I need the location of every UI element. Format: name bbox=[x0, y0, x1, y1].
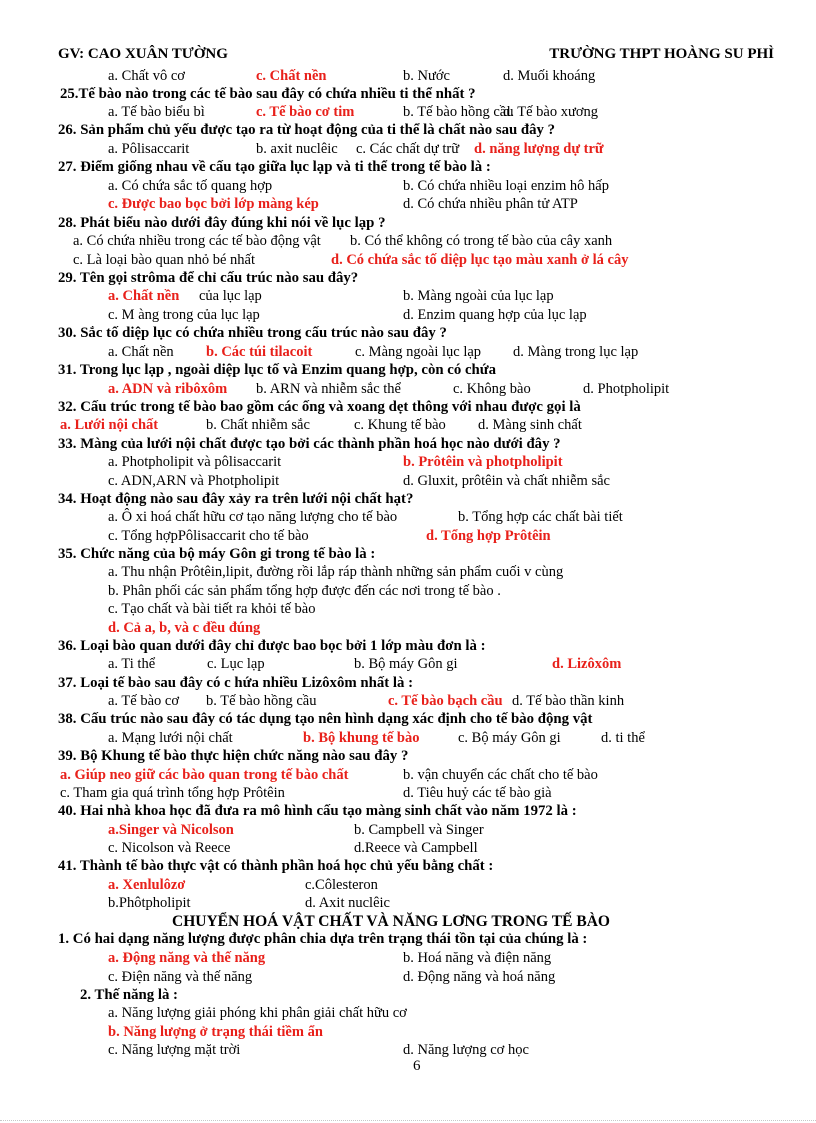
answer-option: c. Tạo chất và bài tiết ra khỏi tế bào bbox=[108, 601, 316, 617]
correct-answer: d. Cả a, b, và c đều đúng bbox=[108, 620, 261, 636]
question-text: 36. Loại bào quan dưới đây chỉ được bao bọc bởi 1 lớp màu đơn là : bbox=[58, 638, 486, 654]
answer-option: d. ti thể bbox=[601, 730, 645, 746]
correct-answer: d. Có chứa sắc tố diệp lục tạo màu xanh ở lá cây bbox=[331, 252, 629, 268]
correct-answer: b. Prôtêin và photpholipit bbox=[403, 454, 563, 470]
answer-option: d. Động năng và hoá năng bbox=[403, 969, 556, 985]
correct-answer: a. Xenlulôzơ bbox=[108, 877, 186, 893]
answer-option: b. Nước bbox=[403, 68, 450, 84]
answer-option: a. Pôlisaccarit bbox=[108, 141, 190, 157]
answer-option: d. Muối khoáng bbox=[503, 68, 596, 84]
answer-option: d.Reece và Campbell bbox=[354, 840, 478, 856]
answer-option: c. Nicolson và Reece bbox=[108, 840, 231, 856]
answer-option: c. Bộ máy Gôn gi bbox=[458, 730, 561, 746]
answer-option: c. Điện năng và thế năng bbox=[108, 969, 253, 985]
school-name: TRƯỜNG THPT HOÀNG SU PHÌ bbox=[549, 46, 774, 62]
teacher-name: GV: CAO XUÂN TƯỜNG bbox=[58, 46, 228, 62]
answer-option: b. Có thể không có trong tế bào của cây xanh bbox=[350, 233, 613, 249]
correct-answer: a. Động năng và thế năng bbox=[108, 950, 266, 966]
answer-option: d. Tế bào xương bbox=[503, 104, 598, 120]
answer-option: c. Tổng hợpPôlisaccarit cho tế bào bbox=[108, 528, 309, 544]
answer-option: a. Photpholipit và pôlisaccarit bbox=[108, 454, 282, 470]
question-text: 29. Tên gọi strôma để chỉ cấu trúc nào sau đây? bbox=[58, 270, 359, 286]
answer-option: d. Tế bào thần kinh bbox=[512, 693, 625, 709]
answer-option: b. vận chuyển các chất cho tế bào bbox=[403, 767, 598, 783]
answer-option: d. Axit nuclêic bbox=[305, 895, 390, 911]
answer-option: b. Campbell và Singer bbox=[354, 822, 484, 838]
correct-answer: a. Chất nền bbox=[108, 288, 180, 304]
answer-option: b. Có chứa nhiều loại enzim hô hấp bbox=[403, 178, 609, 194]
answer-option: a. Thu nhận Prôtêin,lipit, đường rồi lắp ráp thành những sản phẩm cuối v cùng bbox=[108, 564, 564, 580]
answer-option: b. Tổng hợp các chất bài tiết bbox=[458, 509, 623, 525]
question-text: 40. Hai nhà khoa học đã đưa ra mô hình cấu tạo màng sinh chất vào năm 1972 là : bbox=[58, 803, 577, 819]
answer-option: a. Chất nền bbox=[108, 344, 174, 360]
correct-answer: b. Các túi tilacoit bbox=[206, 344, 313, 360]
answer-option: c. Màng ngoài lục lạp bbox=[355, 344, 482, 360]
question-text: 28. Phát biểu nào dưới đây đúng khi nói về lục lạp ? bbox=[58, 215, 386, 231]
correct-answer: a. Giúp neo giữ các bào quan trong tế bào chất bbox=[60, 767, 349, 783]
correct-answer: c. Được bao bọc bởi lớp màng kép bbox=[108, 196, 319, 212]
answer-option: b. Màng ngoài của lục lạp bbox=[403, 288, 554, 304]
answer-option: b. Chất nhiễm sắc bbox=[206, 417, 310, 433]
answer-option: c. Các chất dự trữ bbox=[356, 141, 460, 157]
answer-option: b. Bộ máy Gôn gi bbox=[354, 656, 458, 672]
answer-option: c. Không bào bbox=[453, 381, 531, 397]
answer-option: a. Mạng lưới nội chất bbox=[108, 730, 233, 746]
question-text: 27. Điểm giống nhau về cấu tạo giữa lục lạp và ti thể trong tế bào là : bbox=[58, 159, 491, 175]
correct-answer: c. Tế bào cơ tim bbox=[256, 104, 355, 120]
answer-option: a. Có chứa sắc tố quang hợp bbox=[108, 178, 273, 194]
answer-option: b. axit nuclêic bbox=[256, 141, 338, 157]
answer-option: c. M àng trong của lục lạp bbox=[108, 307, 260, 323]
question-text: 2. Thế năng là : bbox=[80, 987, 178, 1003]
page-number: 6 bbox=[413, 1058, 421, 1074]
answer-option: b. ARN và nhiễm sắc thể bbox=[256, 381, 401, 397]
question-text: 1. Có hai dạng năng lượng được phân chia dựa trên trạng thái tồn tại của chúng là : bbox=[58, 931, 588, 947]
question-text: 26. Sản phẩm chủ yếu được tạo ra từ hoạt động của ti thể là chất nào sau đây ? bbox=[58, 122, 556, 138]
page-edge-divider bbox=[0, 1120, 816, 1121]
answer-option: c. Lục lạp bbox=[207, 656, 265, 672]
answer-option: a. Chất vô cơ bbox=[108, 68, 185, 84]
answer-option: a. Tế bào cơ bbox=[108, 693, 180, 709]
answer-option: b. Tế bào hồng cầu bbox=[206, 693, 317, 709]
answer-option: a. Năng lượng giải phóng khi phân giải chất hữu cơ bbox=[108, 1005, 407, 1021]
answer-option: c. ADN,ARN và Photpholipit bbox=[108, 473, 280, 489]
question-text: 35. Chức năng của bộ máy Gôn gi trong tế bào là : bbox=[58, 546, 376, 562]
answer-option: a. Ô xi hoá chất hữu cơ tạo năng lượng cho tế bào bbox=[108, 509, 398, 525]
answer-option: d. Gluxit, prôtêin và chất nhiễm sắc bbox=[403, 473, 610, 489]
question-text: 25.Tế bào nào trong các tế bào sau đây có chứa nhiều ti thể nhất ? bbox=[60, 86, 476, 102]
answer-option: d. Màng trong lục lạp bbox=[513, 344, 639, 360]
correct-answer: a. ADN và ribôxôm bbox=[108, 381, 228, 397]
question-text: 38. Cấu trúc nào sau đây có tác dụng tạo nên hình dạng xác định cho tế bào động vật bbox=[58, 711, 593, 727]
answer-option: d. Có chứa nhiều phân tử ATP bbox=[403, 196, 578, 212]
question-text: 33. Màng của lưới nội chất được tạo bởi các thành phần hoá học nào dưới đây ? bbox=[58, 436, 561, 452]
question-text: 30. Sắc tố diệp lục có chứa nhiều trong cấu trúc nào sau đây ? bbox=[58, 325, 447, 341]
answer-option: b. Tế bào hồng cầu bbox=[403, 104, 514, 120]
answer-option: c. Là loại bào quan nhỏ bé nhất bbox=[73, 252, 255, 268]
answer-option: d. Enzim quang hợp của lục lạp bbox=[403, 307, 587, 323]
answer-option: c.Côlesteron bbox=[305, 877, 378, 893]
question-text: 31. Trong lục lạp , ngoài diệp lục tố và Enzim quang hợp, còn có chứa bbox=[58, 362, 497, 378]
correct-answer: d. Lizôxôm bbox=[552, 656, 622, 672]
correct-answer: c. Chất nền bbox=[256, 68, 327, 84]
answer-option: a. Có chứa nhiều trong các tế bào động vật bbox=[73, 233, 321, 249]
question-text: 37. Loại tế bào sau đây có c hứa nhiều Lizôxôm nhất là : bbox=[58, 675, 413, 691]
answer-option: b. Hoá năng và điện năng bbox=[403, 950, 552, 966]
answer-option: b. Phân phối các sản phẩm tổng hợp được đến các nơi trong tế bào . bbox=[108, 583, 501, 599]
answer-option: b.Phôtpholipit bbox=[108, 895, 191, 911]
question-text: 39. Bộ Khung tế bào thực hiện chức năng nào sau đây ? bbox=[58, 748, 409, 764]
answer-option: c. Năng lượng mặt trời bbox=[108, 1042, 241, 1058]
correct-answer: d. Tổng hợp Prôtêin bbox=[426, 528, 551, 544]
correct-answer: a. Lưới nội chất bbox=[60, 417, 159, 433]
answer-option: d. Màng sinh chất bbox=[478, 417, 582, 433]
correct-answer: d. năng lượng dự trữ bbox=[474, 141, 604, 157]
question-text: 41. Thành tế bào thực vật có thành phần hoá học chủ yếu bằng chất : bbox=[58, 858, 494, 874]
answer-option: d. Tiêu huỷ các tế bào già bbox=[403, 785, 552, 801]
answer-option: của lục lạp bbox=[199, 288, 262, 304]
correct-answer: a.Singer và Nicolson bbox=[108, 822, 234, 838]
correct-answer: c. Tế bào bạch cầu bbox=[388, 693, 503, 709]
section-title: CHUYỂN HOÁ VẬT CHẤT VÀ NĂNG LƠNG TRONG TẾ BÀO bbox=[172, 913, 610, 930]
answer-option: d. Năng lượng cơ học bbox=[403, 1042, 529, 1058]
question-text: 34. Hoạt động nào sau đây xảy ra trên lưới nội chất hạt? bbox=[58, 491, 414, 507]
answer-option: d. Photpholipit bbox=[583, 381, 670, 397]
answer-option: c. Khung tế bào bbox=[354, 417, 446, 433]
question-text: 32. Cấu trúc trong tế bào bao gồm các ống và xoang dẹt thông với nhau được gọi là bbox=[58, 399, 581, 415]
answer-option: a. Ti thể bbox=[108, 656, 156, 672]
correct-answer: b. Năng lượng ở trạng thái tiềm ẩn bbox=[108, 1024, 323, 1040]
answer-option: a. Tế bào biểu bì bbox=[108, 104, 205, 120]
correct-answer: b. Bộ khung tế bào bbox=[303, 730, 420, 746]
answer-option: c. Tham gia quá trình tổng hợp Prôtêin bbox=[60, 785, 285, 801]
